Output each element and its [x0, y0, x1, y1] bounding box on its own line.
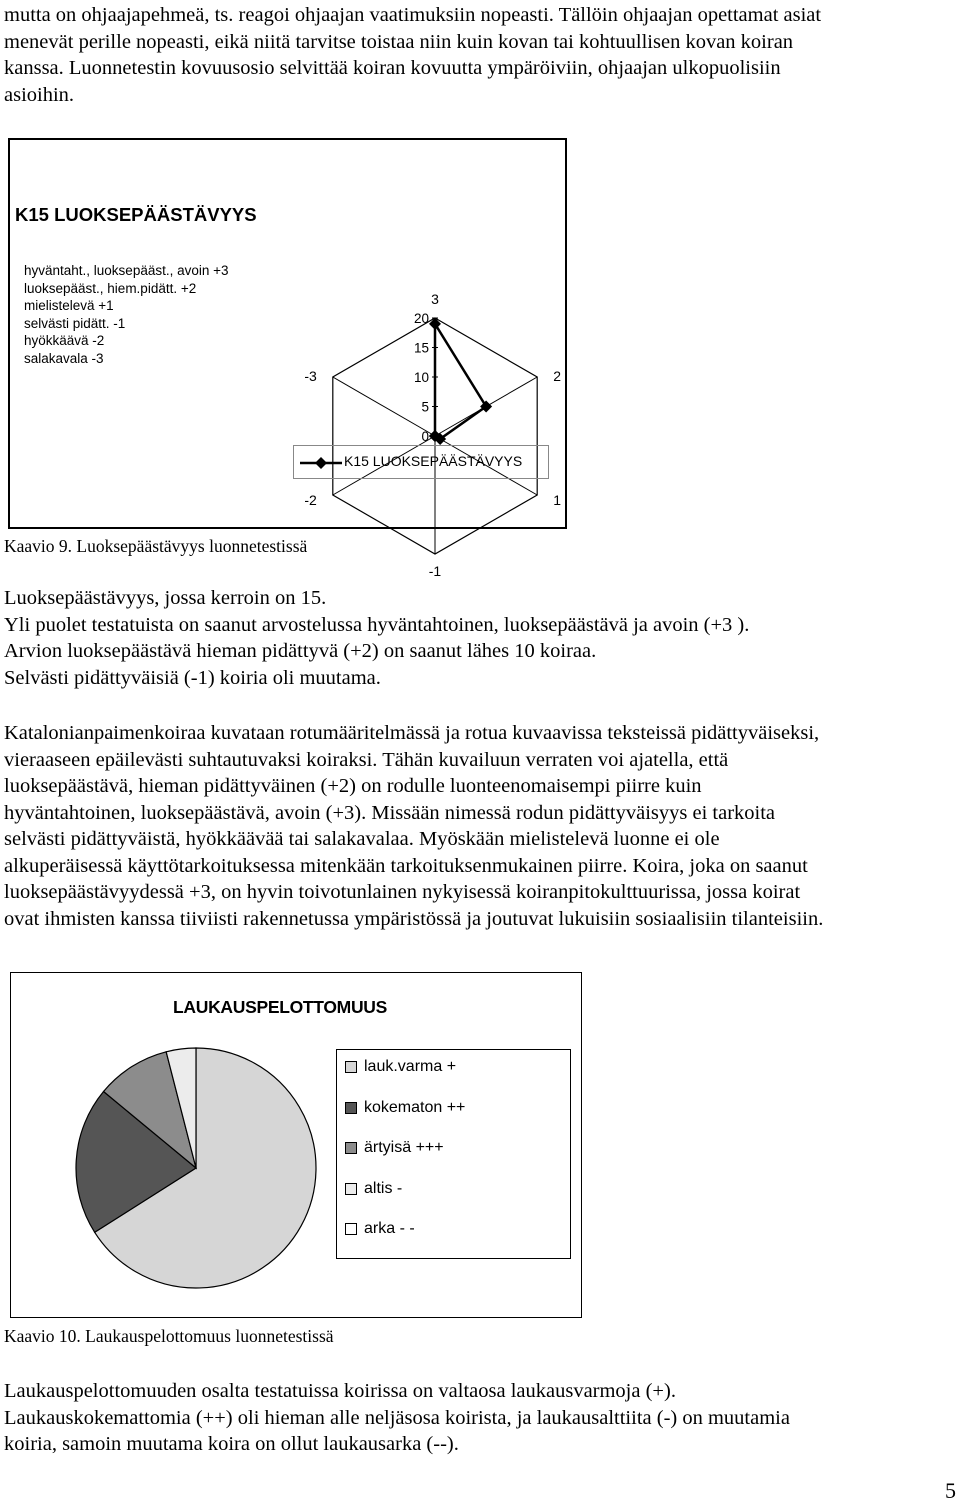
text-line: Luoksepäästävyys, jossa kerroin on 15.: [4, 587, 327, 609]
radar-chart-title: K15 LUOKSEPÄÄSTÄVYYS: [15, 204, 257, 225]
text-line: alkuperäisessä käyttötarkoituksessa mitenkään tarkoituksenmukainen piirre. Koira, joka on saanut: [4, 854, 808, 877]
radar-category-label: -3: [304, 368, 317, 384]
scale-item: hyväntaht., luoksepääst., avoin +3: [24, 263, 229, 278]
pie-legend-swatch: [345, 1142, 357, 1154]
pie-legend-label: altis -: [364, 1179, 403, 1197]
scale-item: hyökkäävä -2: [24, 333, 105, 348]
radar-category-label: 2: [553, 368, 561, 384]
text-line: Laukauspelottomuuden osalta testatuissa koirissa on valtaosa laukausvarmoja (+).: [4, 1380, 676, 1402]
figure2-caption: Kaavio 10. Laukauspelottomuus luonnetestissä: [4, 1326, 334, 1346]
radar-category-label: -1: [428, 563, 442, 579]
radar-legend-box: [293, 445, 549, 479]
pie-legend-swatch: [345, 1102, 357, 1114]
figure1-caption: Kaavio 9. Luoksepäästävyys luonnetestissä: [4, 536, 308, 556]
text-line: asioihin.: [4, 83, 75, 106]
pie-chart-figure: [10, 972, 582, 1318]
page-number: 5: [945, 1478, 956, 1503]
text-line: luoksepäästävyydessä +3, on hyvin toivotunlainen nykyisessä koiranpitokulttuurissa, jossa koirat: [4, 881, 801, 903]
text-line: mutta on ohjaajapehmeä, ts. reagoi ohjaajan vaatimuksiin nopeasti. Tällöin ohjaajan opettamat asiat: [4, 4, 822, 26]
scale-item: selvästi pidätt. -1: [24, 315, 126, 331]
pie-chart-title: LAUKAUSPELOTTOMUUS: [173, 997, 387, 1017]
radar-category-label: 3: [431, 291, 439, 307]
text-line: Katalonianpaimenkoiraa kuvataan rotumääritelmässä ja rotua kuvaavissa teksteissä pidättyväiseksi,: [4, 722, 820, 744]
text-line: Yli puolet testatuista on saanut arvostelussa hyväntahtoinen, luoksepäästävä ja avoin (+3 ).: [4, 613, 750, 636]
pie-legend-label: lauk.varma +: [364, 1058, 457, 1075]
legend-line-marker-icon: [296, 446, 346, 478]
pie-plot: [51, 1023, 341, 1313]
intro-paragraph: [4, 2, 821, 108]
text-line: selvästi pidättyväistä, hyökkäävää tai salakavalaa. Myöskään mielistelevä luonne ei ole: [4, 828, 720, 850]
middle-paragraph: [4, 585, 749, 691]
radar-radial-tick-label: 5: [421, 399, 429, 415]
radar-radial-tick-label: 10: [413, 370, 429, 385]
radar-axis-spoke: [333, 377, 435, 436]
pie-legend-swatch: [345, 1183, 357, 1195]
text-line: vieraaseen epäilevästi suhtautuvaksi koiraksi. Tähän kuvailuun verraten voi ajatella, että: [4, 748, 729, 771]
pie-legend-label: arka - -: [364, 1220, 415, 1237]
radar-legend-label: K15 LUOKSEPÄÄSTÄVYYS: [344, 453, 523, 469]
radar-radial-tick-label: 0: [421, 429, 429, 444]
text-line: Selvästi pidättyväisiä (-1) koiria oli muutama.: [4, 666, 381, 689]
closing-paragraph: [4, 1378, 790, 1458]
radar-radial-tick-label: 20: [413, 311, 429, 326]
pie-legend-swatch: [345, 1061, 357, 1073]
pie-legend-label: kokematon ++: [364, 1098, 466, 1116]
radar-radial-tick-label: 15: [413, 340, 429, 356]
pie-legend-label: ärtyisä +++: [364, 1139, 444, 1156]
text-line: menevät perille nopeasti, eikä niitä tarvitse toistaa niin kuin kovan tai kohtuullisen kovan koiran: [4, 30, 794, 53]
body-paragraph: [4, 720, 823, 932]
pie-legend: [336, 1049, 571, 1259]
pie-legend-swatch: [345, 1223, 357, 1235]
scale-item: salakavala -3: [24, 350, 104, 366]
radar-category-label: -2: [304, 492, 317, 508]
radar-data-point: [429, 318, 441, 330]
scale-item: mielistelevä +1: [24, 298, 114, 313]
text-line: luoksepäästävä, hieman pidättyväinen (+2) on rodulle luonteenomaisempi piirre kuin: [4, 775, 702, 797]
radar-category-label: 1: [553, 492, 561, 508]
text-line: kanssa. Luonnetestin kovuusosio selvittää koiran kovuutta ympäröiviin, ohjaajan ulkopuolisiin: [4, 57, 781, 79]
text-line: Laukauskokemattomia (++) oli hieman alle neljäsosa koirista, ja laukausalttiita (-) on muutamia: [4, 1406, 790, 1429]
text-line: hyväntahtoinen, luoksepäästävä, avoin (+3). Missään nimessä rodun pidättyväisyys ei tarkoita: [4, 801, 776, 824]
text-line: ovat ihmisten kanssa tiiviisti rakennetussa ympäristössä ja joutuvat lukuisiin sosiaalisiin tilanteisiin.: [4, 907, 824, 930]
text-line: koiria, samoin muutama koira on ollut laukausarka (--).: [4, 1433, 459, 1455]
text-line: Arvion luoksepäästävä hieman pidättyvä (+2) on saanut lähes 10 koiraa.: [4, 640, 597, 662]
scale-item: luoksepääst., hiem.pidätt. +2: [24, 280, 197, 296]
